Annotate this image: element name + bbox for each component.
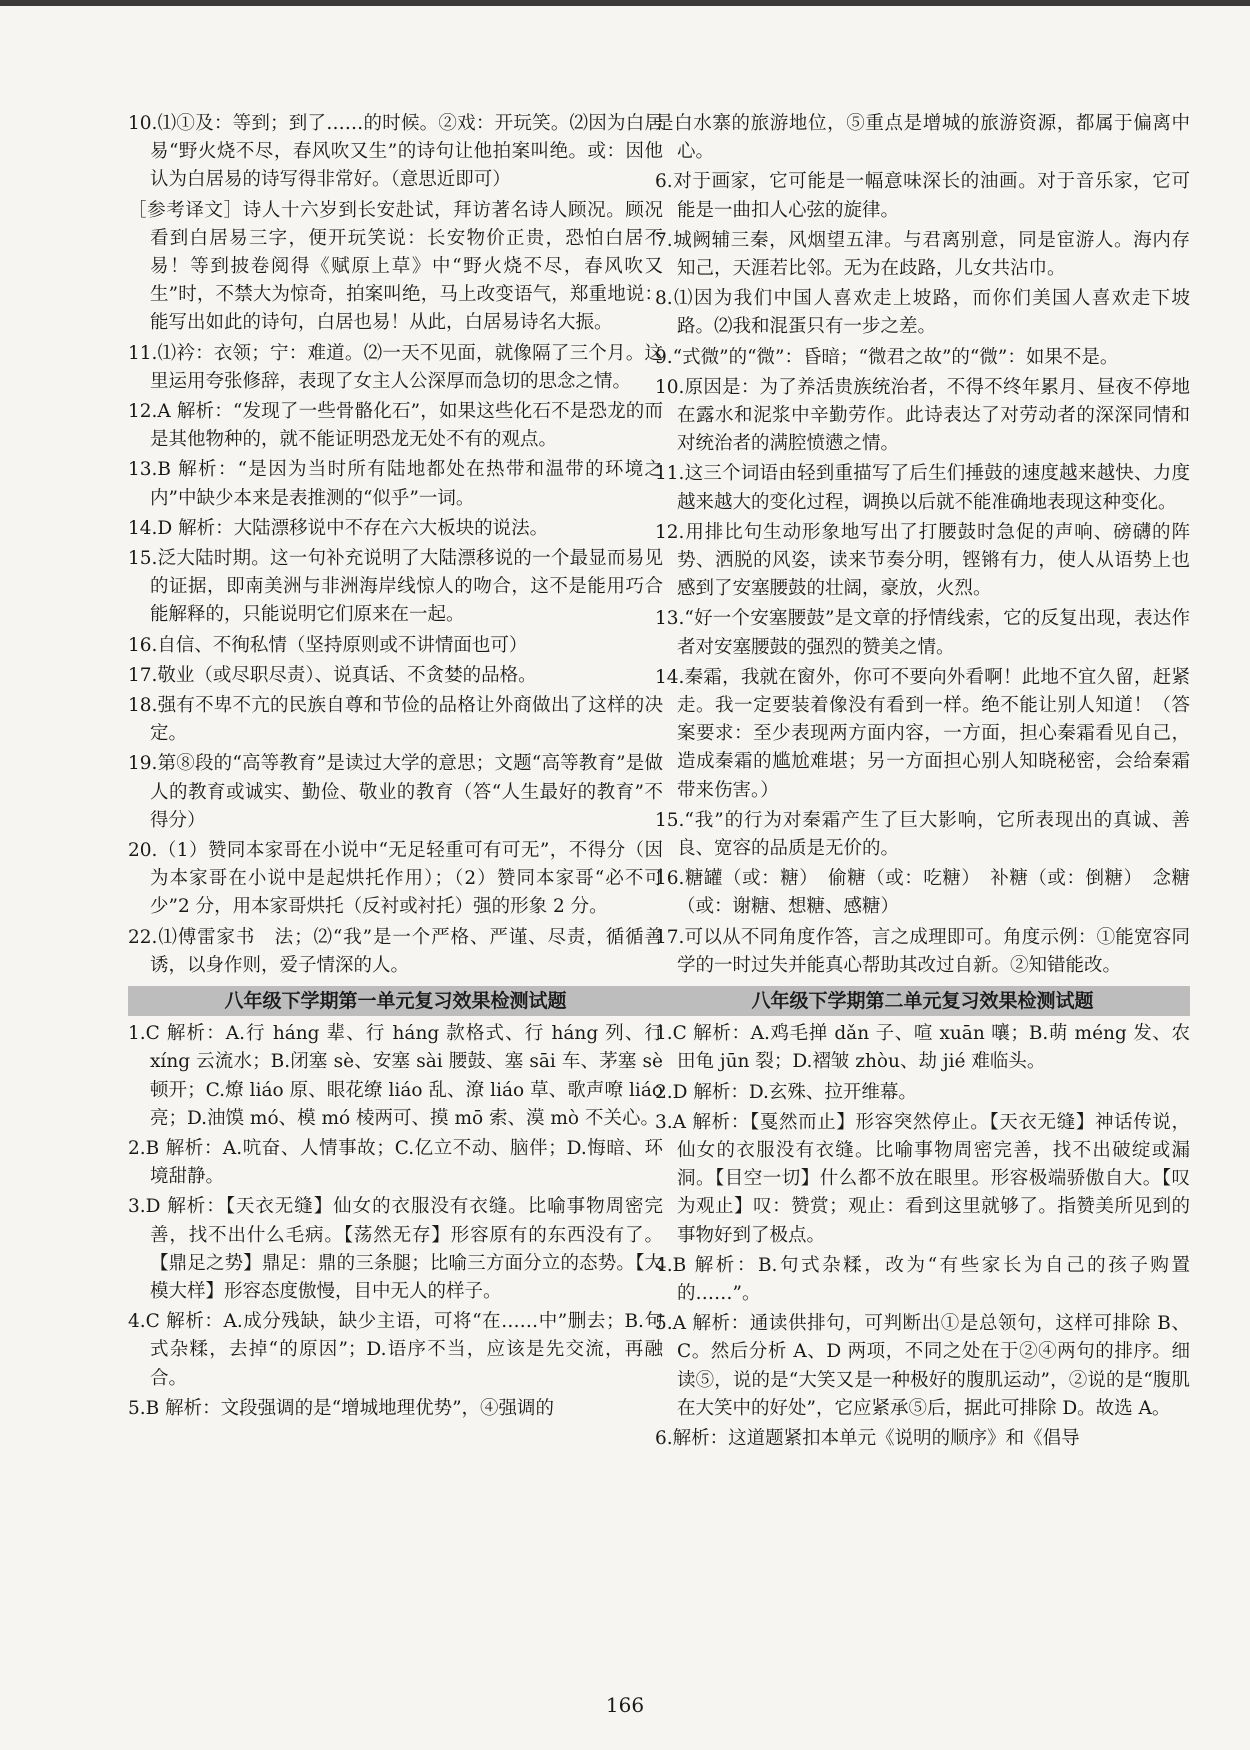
answer-item: 15.泛大陆时期。这一句补充说明了大陆漂移说的一个最显而易见的证据，即南美洲与非洲海岸线惊人的吻合，这不是能用巧合能解释的，只能说明它们原来在一起。 [128,548,663,626]
answer-item: 2.B 解析：A.吭奋、人情事故；C.亿立不动、脑伴；D.悔暗、环境甜静。 [128,1137,663,1188]
answer-item: 是白水寨的旅游地位，⑤重点是增城的旅游资源，都属于偏离中心。 [655,113,1190,163]
answer-item: 13.“好一个安塞腰鼓”是文章的抒情线索，它的反复出现，表达作者对安塞腰鼓的强烈的赞美之情。 [655,608,1190,658]
answer-item: 14.秦霜，我就在窗外，你可不要向外看啊！此地不宜久留，赶紧走。我一定要装着像没有看到一样。绝不能让别人知道！（答案要求：至少表现两方面内容，一方面，担心秦霜看见自己，造成秦霜的尴尬难堪；另一方面担心别人知晓秘密，会给秦霜带来伤害。） [655,666,1190,801]
answer-item: 1.C 解析：A.行 háng 辈、行 háng 款格式、行 háng 列、行 xíng 云流水；B.闭塞 sè、安塞 sài 腰鼓、塞 sāi 车、茅塞 sè 顿开；C.燎 liáo 原、眼花缭 liáo 乱、潦 liáo 草、歌声嘹 liáo 亮；D.油馍 mó、模 mó 棱两可、摸 mō 索、漠 mò 不关心。 [128,1023,663,1129]
answer-item: 6.对于画家，它可能是一幅意味深长的油画。对于音乐家，它可能是一曲扣人心弦的旋律。 [655,171,1190,221]
answer-item: 10.原因是：为了养活贵族统治者，不得不终年累月、昼夜不停地在露水和泥浆中辛勤劳作。此诗表达了对劳动者的深深同情和对统治者的满腔愤懑之情。 [655,376,1190,455]
answer-item: 12.用排比句生动形象地写出了打腰鼓时急促的声响、磅礴的阵势、洒脱的风姿，读来节奏分明，铿锵有力，使人从语势上也感到了安塞腰鼓的壮阔，豪放，火烈。 [655,521,1190,600]
answer-item: 3.D 解析：【天衣无缝】仙女的衣服没有衣缝。比喻事物周密完善，找不出什么毛病。【荡然无存】形容原有的东西没有了。【鼎足之势】鼎足：鼎的三条腿；比喻三方面分立的态势。【大模大样】形容态度傲慢，目中无人的样子。 [128,1196,663,1302]
answer-item: 5.B 解析：文段强调的是“增城地理优势”，④强调的 [128,1397,555,1419]
answer-item: 2.D 解析：D.玄殊、拉开维幕。 [655,1081,917,1103]
answer-item: 11.这三个词语由轻到重描写了后生们捶鼓的速度越来越快、力度越来越大的变化过程，调换以后就不能准确地表现这种变化。 [655,463,1190,513]
answer-item: 20.（1）赞同本家哥在小说中“无足轻重可有可无”，不得分（因为本家哥在小说中是起烘托作用）；（2）赞同本家哥“必不可少”2 分，用本家哥烘托（反衬或衬托）强的形象 2 分。 [128,840,663,918]
answer-item: 18.强有不卑不亢的民族自尊和节俭的品格让外商做出了这样的决定。 [128,695,663,745]
answer-item: 5.A 解析：通读供排句，可判断出①是总领句，这样可排除 B、C。然后分析 A、D 两项，不同之处在于②④两句的排序。细读⑤，说的是“大笑又是一种极好的腹肌运动”，②说的是“腹肌在大笑中的好处”，它应紧承⑤后，据此可排除 D。故选 A。 [655,1313,1190,1419]
answer-item: 6.解析：这道题紧扣本单元《说明的顺序》和《倡导 [655,1427,1080,1449]
answer-item: 1.C 解析：A.鸡毛掸 dǎn 子、喧 xuān 嚷；B.萌 méng 发、农田龟 jūn 裂；D.褶皱 zhòu、劫 jié 难临头。 [655,1023,1190,1073]
answer-item: 22.⑴傅雷家书 法；⑵“我”是一个严格、严谨、尽责，循循善诱，以身作则，爱子情深的人。 [128,926,663,976]
page-number: 166 [605,1693,645,1717]
answer-item: 12.A 解析：“发现了一些骨骼化石”，如果这些化石不是恐龙的而是其他物种的，就不能证明恐龙无处不有的观点。 [128,401,663,451]
answer-item: ［参考译文］诗人十六岁到长安赴试，拜访著名诗人顾况。顾况看到白居易三字，便开玩笑说：长安物价正贵，恐怕白居不易！等到披卷阅得《赋原上草》中“野火烧不尽，春风吹又生”时，不禁大为惊奇，拍案叫绝，马上改变语气，郑重地说：能写出如此的诗句，白居也易！从此，白居易诗名大振。 [128,199,663,334]
page-top-edge [0,0,1250,6]
answer-item: 19.第⑧段的“高等教育”是读过大学的意思；文题“高等教育”是做人的教育或诚实、勤俭、敬业的教育（答“人生最好的教育”不得分） [128,753,663,831]
answer-item: 15.“我”的行为对秦霜产生了巨大影响，它所表现出的真诚、善良、宽容的品质是无价的。 [655,809,1190,860]
answer-item: 11.⑴衿：衣领；宁：难道。⑵一天不见面，就像隔了三个月。这里运用夸张修辞，表现了女主人公深厚而急切的思念之情。 [128,342,663,392]
answer-item: 16.自信、不徇私情（坚持原则或不讲情面也可） [128,634,528,656]
answer-item: 14.D 解析：大陆漂移说中不存在六大板块的说法。 [128,517,549,539]
section-heading-unit-1: 八年级下学期第一单元复习效果检测试题 [128,986,663,1016]
answer-item: 17.敬业（或尽职尽责）、说真话、不贪婪的品格。 [128,664,537,686]
answer-item: 4.B 解析：B.句式杂糅，改为“有些家长为自己的孩子购置的……”。 [655,1254,1190,1304]
answer-item: 3.A 解析：【戛然而止】形容突然停止。【天衣无缝】神话传说，仙女的衣服没有衣缝。比喻事物周密完善，找不出破绽或漏洞。【目空一切】什么都不放在眼里。形容极端骄傲自大。【叹为观止】叹：赞赏；观止：看到这里就够了。指赞美所见到的事物好到了极点。 [655,1111,1190,1246]
answer-item: 9.“式微”的“微”：昏暗；“微君之故”的“微”：如果不是。 [655,346,1119,368]
answer-item: 13.B 解析：“是因为当时所有陆地都处在热带和温带的环境之内”中缺少本来是表推测的“似乎”一词。 [128,459,663,509]
answer-item: 16.糖罐（或：糖） 偷糖（或：吃糖） 补糖（或：倒糖） 念糖（或：谢糖、想糖、感糖） [655,868,1190,918]
answer-item: 4.C 解析：A.成分残缺，缺少主语，可将“在……中”删去；B.句式杂糅，去掉“的原因”；D.语序不当，应该是先交流，再融合。 [128,1311,663,1389]
answer-item: 7.城阙辅三秦，风烟望五津。与君离别意，同是宦游人。海内存知己，天涯若比邻。无为在歧路，儿女共沾巾。 [655,229,1190,280]
answer-item: 17.可以从不同角度作答，言之成理即可。角度示例：①能宽容同学的一时过失并能真心帮助其改过自新。②知错能改。 [655,926,1190,976]
left-column [128,110,663,1425]
section-heading-unit-2: 八年级下学期第二单元复习效果检测试题 [655,986,1190,1016]
answer-item: 10.⑴①及：等到；到了……的时候。②戏：开玩笑。⑵因为白居易“野火烧不尽，春风吹又生”的诗句让他拍案叫绝。或：因他认为白居易的诗写得非常好。（意思近即可） [128,113,663,191]
right-column [655,110,1190,1455]
answer-item: 8.⑴因为我们中国人喜欢走上坡路，而你们美国人喜欢走下坡路。⑵我和混蛋只有一步之差。 [655,288,1190,338]
